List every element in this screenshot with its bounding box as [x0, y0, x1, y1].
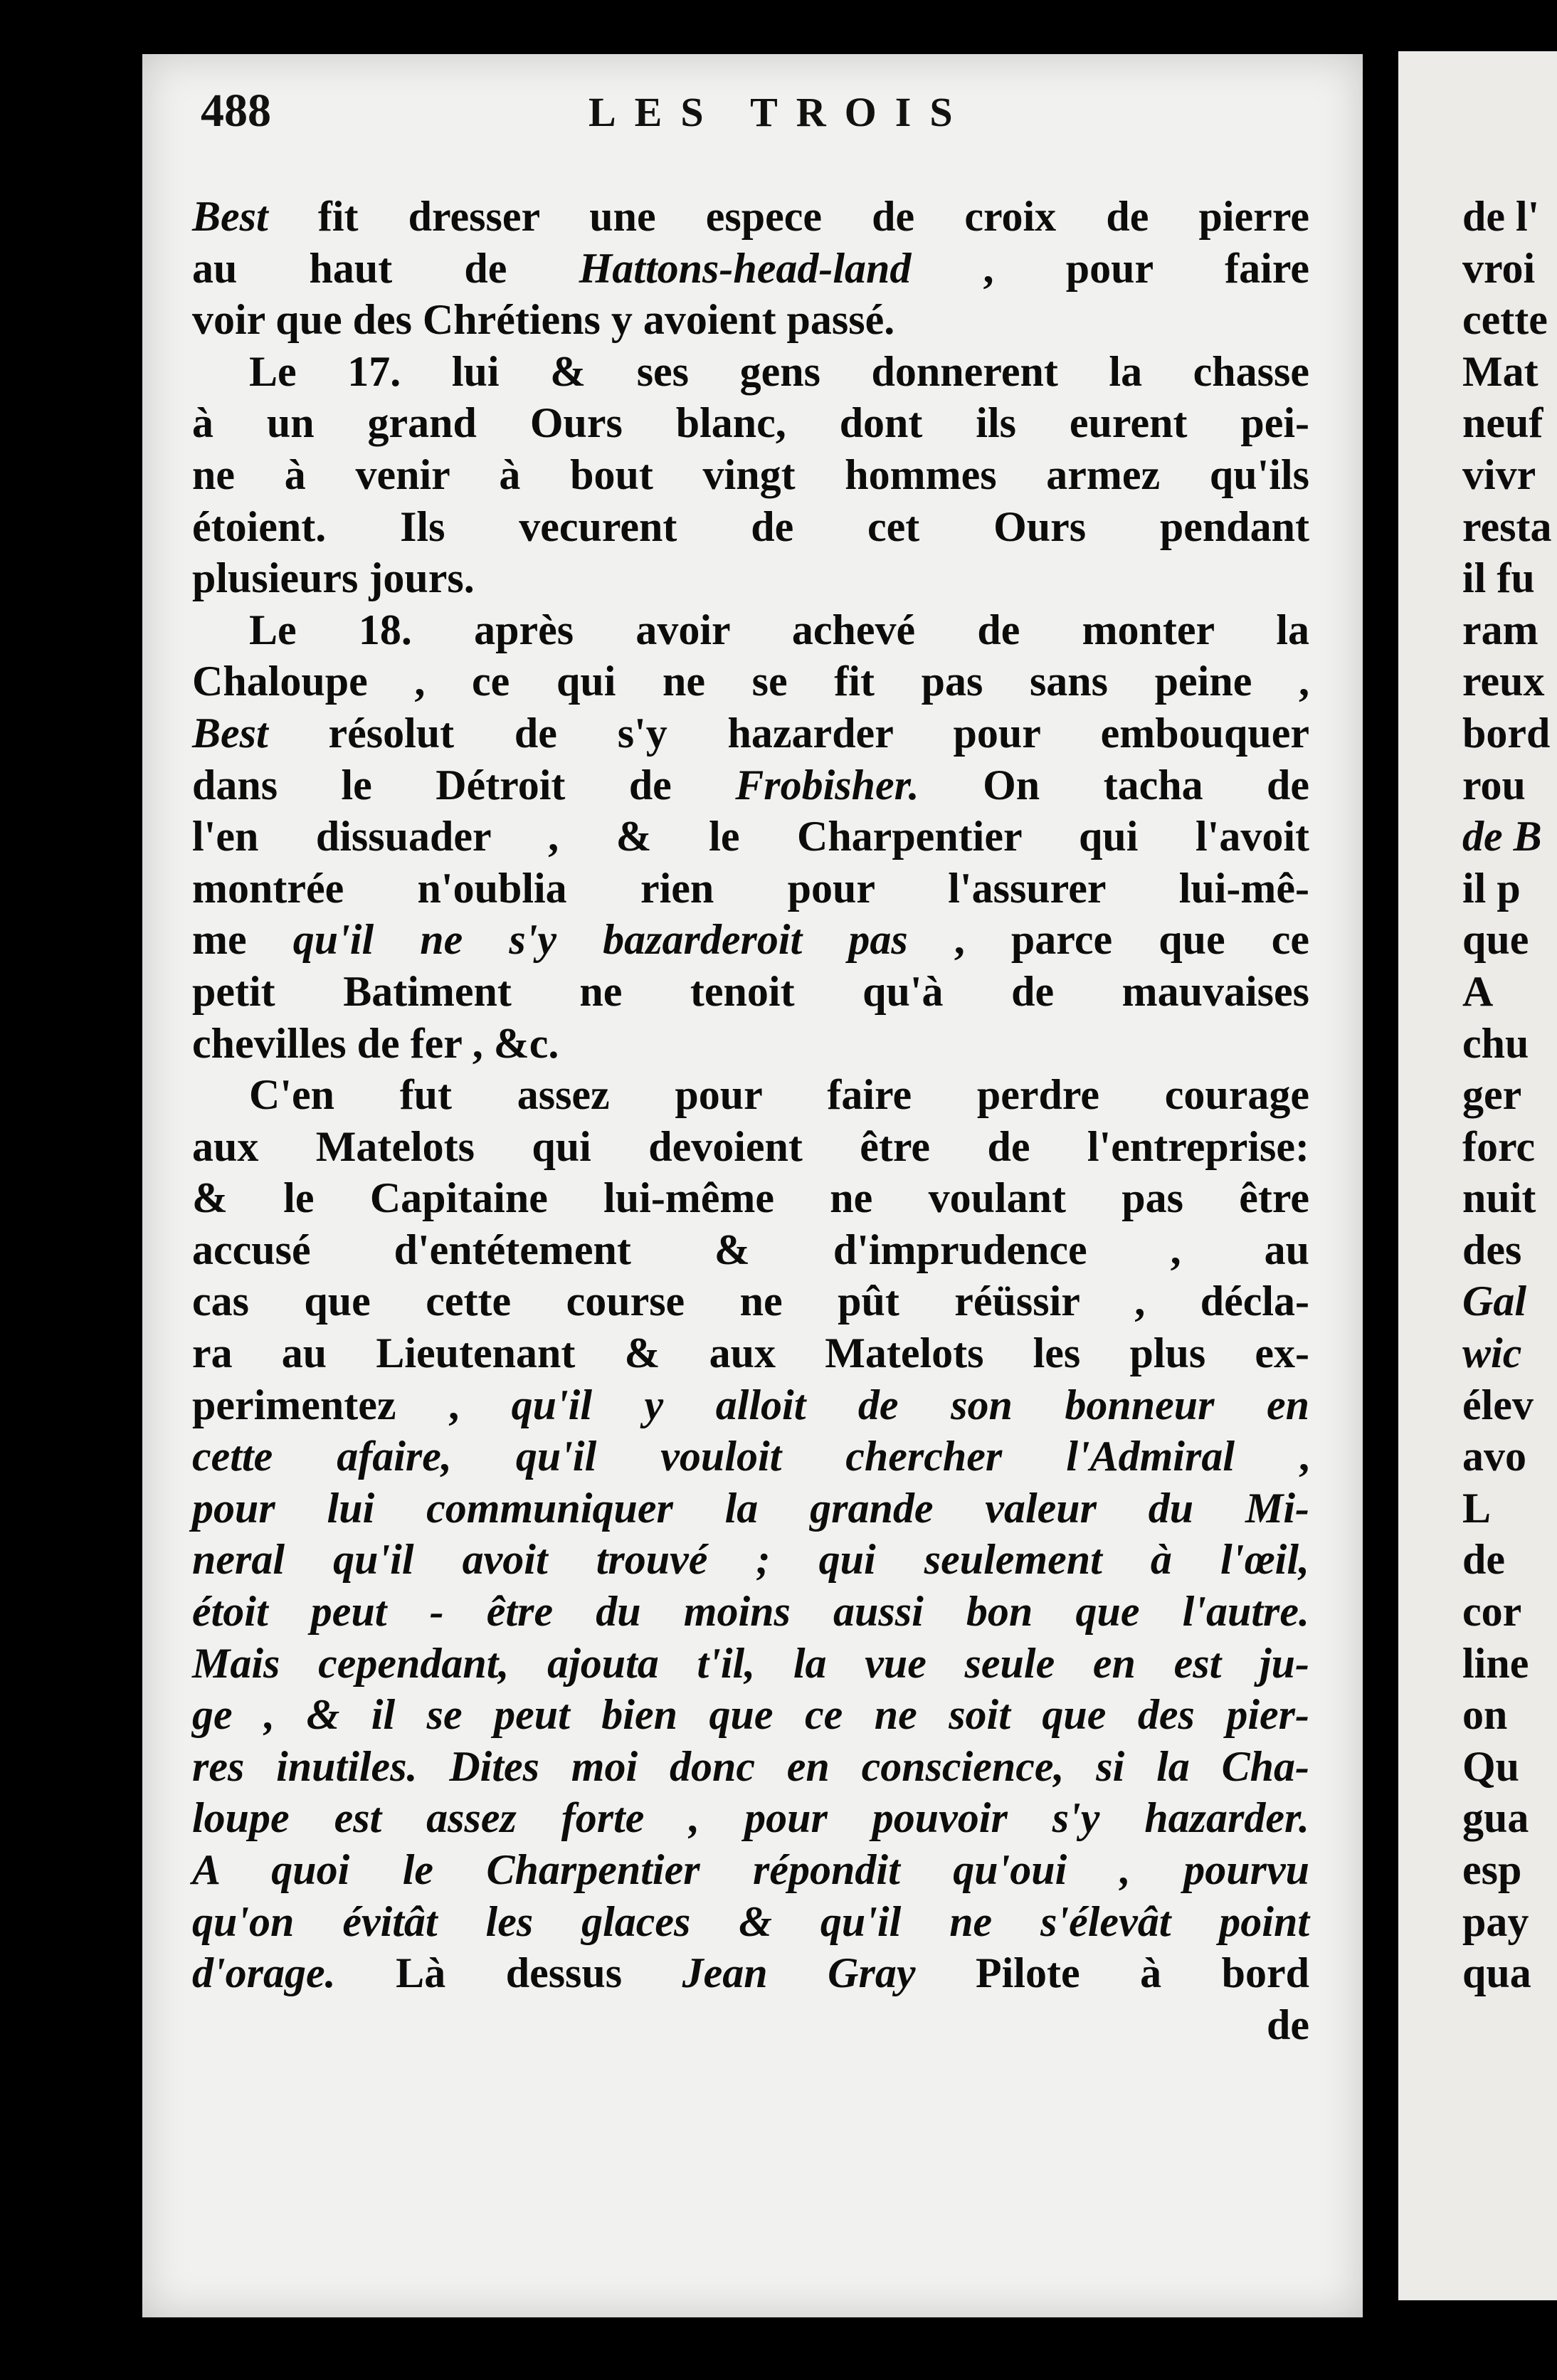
facing-line-fragment: vivr	[1462, 451, 1536, 498]
text-segment: aux Matelots qui devoient être de l'entreprise:	[192, 1122, 1309, 1170]
text-segment: C'en fut assez pour faire perdre courage	[249, 1071, 1309, 1119]
main-text-block	[192, 191, 1309, 2050]
text-segment: plusieurs jours.	[192, 554, 475, 602]
text-line	[192, 1172, 1309, 1224]
text-segment: montrée n'oublia rien pour l'assurer lui-mê-	[192, 864, 1309, 912]
facing-line-fragment: on	[1462, 1691, 1508, 1739]
text-segment: fit dresser une espece de croix de pierre	[268, 193, 1309, 240]
text-segment: cas que cette course ne pût réüssir , décla-	[192, 1278, 1309, 1325]
text-line	[192, 501, 1309, 553]
text-line	[192, 1792, 1309, 1844]
facing-text-block	[1462, 191, 1557, 1999]
text-segment: chevilles de fer , &c.	[192, 1019, 559, 1067]
text-segment: petit Batiment ne tenoit qu'à de mauvaises	[192, 967, 1309, 1015]
italic-text: pour lui communiquer la grande valeur du Mi-	[192, 1484, 1309, 1532]
text-segment: Là dessus	[335, 1949, 682, 1997]
facing-line-fragment: chu	[1462, 1019, 1529, 1067]
text-segment: Le 18. après avoir achevé de monter la	[249, 606, 1309, 653]
text-line	[192, 811, 1309, 863]
facing-line-fragment: bord	[1462, 709, 1551, 757]
text-segment: au haut de	[192, 244, 579, 292]
facing-line-fragment: forc	[1462, 1122, 1536, 1170]
facing-line-fragment: reux	[1462, 658, 1545, 705]
italic-text: d'orage.	[192, 1949, 336, 1997]
text-segment: ,	[1234, 1433, 1309, 1480]
text-line	[192, 552, 1309, 604]
text-segment: ra au Lieutenant & aux Matelots les plus ex-	[192, 1329, 1309, 1377]
italic-text: A quoi le Charpentier répondit qu'oui , pourvu	[192, 1846, 1309, 1893]
text-segment: accusé d'entétement & d'imprudence , au	[192, 1226, 1309, 1273]
text-line	[192, 346, 1309, 398]
text-line	[192, 1483, 1309, 1534]
facing-line-fragment: resta	[1462, 502, 1552, 550]
text-line	[192, 759, 1309, 811]
text-segment: On tacha de	[919, 761, 1309, 809]
facing-line-fragment: de l'	[1462, 193, 1540, 240]
facing-line-fragment: nuit	[1462, 1174, 1536, 1222]
text-segment: , parce que ce	[907, 916, 1309, 964]
text-line	[192, 1431, 1309, 1483]
facing-line-fragment: de B	[1462, 813, 1542, 860]
text-segment: voir que des Chrétiens y avoient passé.	[192, 296, 895, 344]
facing-line-fragment: gua	[1462, 1794, 1529, 1842]
facing-line-fragment: de	[1462, 1536, 1505, 1584]
text-line	[192, 243, 1309, 295]
facing-line-fragment: élev	[1462, 1381, 1534, 1428]
italic-text: Hattons-head-land	[579, 244, 912, 292]
text-segment: l'en dissuader , & le Charpentier qui l'avoit	[192, 813, 1309, 860]
text-line	[192, 1844, 1309, 1896]
facing-line-fragment: cette	[1462, 296, 1548, 344]
text-line	[192, 449, 1309, 501]
text-line	[192, 1069, 1309, 1121]
text-line	[192, 1638, 1309, 1690]
italic-text: res inutiles. Dites moi donc en conscience, si la Cha-	[192, 1742, 1309, 1790]
facing-line-fragment: que	[1462, 916, 1529, 964]
text-segment: résolut de s'y hazarder pour embouquer	[268, 709, 1309, 757]
italic-text: Best	[192, 709, 268, 757]
facing-line-fragment: neuf	[1462, 399, 1543, 447]
text-line	[192, 1327, 1309, 1379]
text-segment: ne à venir à bout vingt hommes armez qu'ils	[192, 451, 1309, 498]
facing-line-fragment: des	[1462, 1226, 1522, 1273]
italic-text: Frobisher.	[735, 761, 919, 809]
text-line	[192, 707, 1309, 759]
italic-text: loupe est assez forte , pour pouvoir s'y hazarder.	[192, 1794, 1309, 1842]
text-line	[192, 914, 1309, 966]
text-segment: & le Capitaine lui-même ne voulant pas être	[192, 1174, 1309, 1222]
text-line	[192, 1121, 1309, 1173]
text-line	[192, 397, 1309, 449]
text-line	[192, 1947, 1309, 1999]
text-line	[192, 1586, 1309, 1638]
text-line	[192, 191, 1309, 243]
text-segment: à un grand Ours blanc, dont ils eurent pei-	[192, 399, 1309, 447]
italic-text: qu'on évitât les glaces & qu'il ne s'élevât point	[192, 1897, 1309, 1945]
page-header	[201, 84, 1265, 148]
text-segment: Chaloupe , ce qui ne se fit pas sans peine ,	[192, 658, 1309, 705]
page-gutter	[1363, 43, 1398, 2320]
page-number: 488	[201, 85, 271, 137]
facing-line-fragment: il p	[1462, 864, 1521, 912]
text-line	[192, 1379, 1309, 1431]
italic-text: Best	[192, 193, 268, 240]
text-line	[192, 1275, 1309, 1327]
facing-line-fragment: wic	[1462, 1329, 1522, 1377]
italic-text: Jean Gray	[682, 1949, 916, 1997]
italic-text: qu'il ne s'y bazarderoit pas	[292, 916, 908, 964]
text-line	[192, 294, 1309, 346]
italic-text: ge , & il se peut bien que ce ne soit que des pier-	[192, 1691, 1309, 1739]
text-line	[192, 1896, 1309, 1948]
text-line	[192, 1689, 1309, 1741]
text-line	[192, 966, 1309, 1018]
text-line	[192, 1224, 1309, 1276]
text-segment: étoient. Ils vecurent de cet Ours pendant	[192, 502, 1309, 550]
text-segment: , pour faire	[911, 244, 1309, 292]
text-segment: perimentez ,	[192, 1381, 512, 1428]
facing-line-fragment: pay	[1462, 1897, 1529, 1945]
italic-text: qu'il y alloit de son bonneur en	[511, 1381, 1309, 1428]
text-line	[192, 863, 1309, 915]
facing-line-fragment: Qu	[1462, 1742, 1520, 1790]
italic-text: cette afaire, qu'il vouloit chercher l'Admiral	[192, 1433, 1235, 1480]
facing-line-fragment: vroi	[1462, 244, 1536, 292]
text-segment: me	[192, 916, 293, 964]
facing-line-fragment: il fu	[1462, 554, 1535, 602]
facing-line-fragment: avo	[1462, 1433, 1526, 1480]
italic-text: neral qu'il avoit trouvé ; qui seulement à l'œil,	[192, 1536, 1309, 1584]
italic-text: Mais cependant, ajouta t'il, la vue seule en est ju-	[192, 1639, 1309, 1687]
facing-line-fragment: line	[1462, 1639, 1529, 1687]
text-segment: dans le Détroit de	[192, 761, 736, 809]
facing-line-fragment: qua	[1462, 1949, 1531, 1997]
facing-line-fragment: Mat	[1462, 347, 1538, 395]
catchword: de	[1267, 2001, 1309, 2048]
facing-line-fragment: esp	[1462, 1846, 1522, 1893]
facing-line-fragment: ger	[1462, 1071, 1522, 1119]
facing-line-fragment: Gal	[1462, 1278, 1526, 1325]
facing-line-fragment: rou	[1462, 761, 1526, 809]
text-line	[192, 1741, 1309, 1793]
text-segment: Pilote à bord	[915, 1949, 1309, 1997]
text-line	[192, 604, 1309, 656]
facing-line-fragment: cor	[1462, 1588, 1522, 1636]
italic-text: étoit peut - être du moins aussi bon que l'autre.	[192, 1588, 1309, 1636]
text-line	[192, 1534, 1309, 1586]
text-line	[192, 655, 1309, 707]
facing-line-fragment: ram	[1462, 606, 1538, 653]
facing-line-fragment: A	[1462, 967, 1494, 1015]
text-line	[192, 1018, 1309, 1070]
text-segment: Le 17. lui & ses gens donnerent la chasse	[249, 347, 1309, 395]
running-title: LES TROIS	[589, 89, 971, 135]
facing-line-fragment: L	[1462, 1484, 1492, 1532]
